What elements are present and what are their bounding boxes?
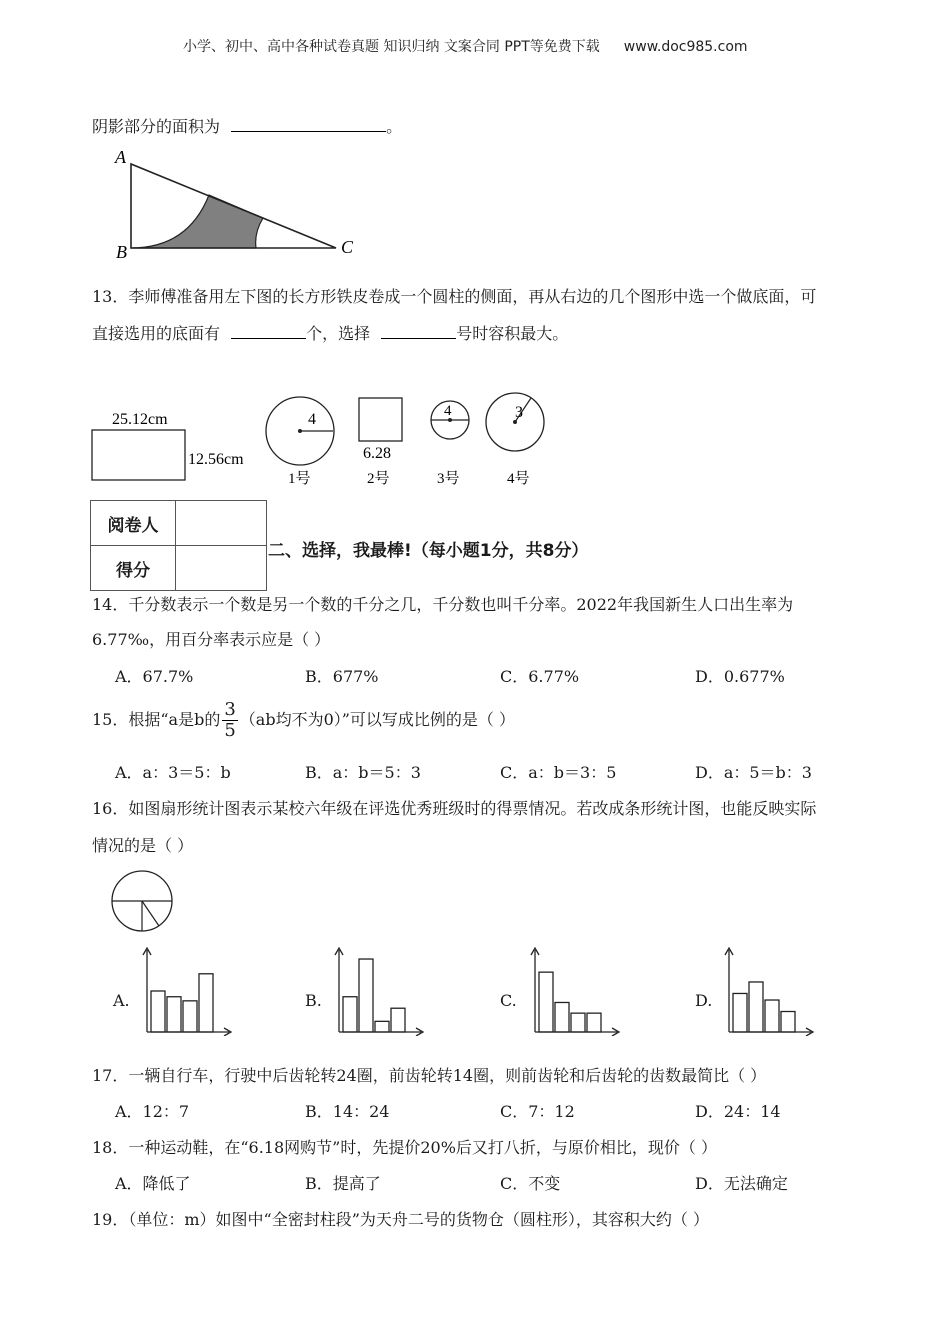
q17-option-b[interactable]: B．14：24: [305, 1102, 390, 1121]
q13-line2-c: 号时容积最大。: [456, 324, 569, 343]
q14-option-a[interactable]: A．67.7%: [115, 667, 194, 686]
grading-score-cell[interactable]: [176, 546, 267, 591]
q15-frac-num: 3: [224, 699, 236, 720]
bar-c-3: [571, 1013, 585, 1032]
q16-line1: 16．如图扇形统计图表示某校六年级在评选优秀班级时的得票情况。若改成条形统计图，也能反映实际: [92, 799, 817, 818]
q17-option-a[interactable]: A．12：7: [115, 1102, 190, 1121]
q13-choice-blank[interactable]: [381, 324, 456, 339]
q13-rectangle: [92, 430, 185, 480]
bar-a-1: [151, 991, 165, 1032]
q18-option-c[interactable]: C．不变: [500, 1174, 561, 1193]
q13-shape4-name: 4号: [507, 471, 530, 487]
q18-option-d[interactable]: D．无法确定: [695, 1174, 788, 1193]
bar-a-4: [199, 974, 213, 1032]
q13-shape2-dim: 6.28: [363, 445, 391, 462]
q13-line2: [92, 321, 568, 344]
q15-frac-den: 5: [224, 720, 236, 741]
section-2-title: 二、选择，我最棒!（每小题1分，共8分）: [268, 541, 589, 561]
q18-line: 18．一种运动鞋，在“6.18网购节”时，先提价20%后又打八折，与原价相比，现价（ ）: [92, 1138, 717, 1157]
bar-d-3: [765, 1000, 779, 1032]
q15-option-c[interactable]: C．a：b＝3：5: [500, 763, 617, 782]
q15-fraction: [222, 700, 237, 741]
bar-b-3: [375, 1021, 389, 1032]
q13-shape4-dim: 3: [515, 404, 523, 421]
q12-shaded-region: [131, 195, 263, 248]
q16-option-c-label[interactable]: C.: [500, 991, 517, 1010]
q18-option-b[interactable]: B．提高了: [305, 1174, 381, 1193]
grading-reviewer-cell[interactable]: [176, 501, 267, 546]
header-text: 小学、初中、高中各种试卷真题 知识归纳 文案合同 PPT等免费下载: [183, 39, 600, 55]
grading-reviewer-label: 阅卷人: [91, 501, 176, 546]
q16-option-b-label[interactable]: B.: [305, 991, 322, 1010]
bar-a-3: [183, 1001, 197, 1032]
q15-suffix: （ab均不为0）”可以写成比例的是（ ）: [239, 710, 516, 729]
q15-line: [92, 700, 515, 741]
q13-rect-width: 25.12cm: [112, 411, 168, 428]
q12-label-b: B: [116, 242, 127, 262]
q13-shape2-square: [359, 398, 402, 441]
q14-option-b[interactable]: B．677%: [305, 667, 379, 686]
bar-c-1: [539, 972, 553, 1032]
q13-count-blank[interactable]: [231, 324, 306, 339]
q12-triangle-figure: [108, 145, 368, 265]
q16-bar-chart-a: [137, 944, 237, 1036]
q13-shape1-dim: 4: [308, 411, 316, 428]
q17-option-c[interactable]: C．7：12: [500, 1102, 575, 1121]
q16-pie-chart: [110, 869, 180, 935]
bar-b-4: [391, 1008, 405, 1032]
q15-option-d[interactable]: D．a：5＝b：3: [695, 763, 812, 782]
q16-pie-divider-d: [142, 901, 159, 926]
bar-a-2: [167, 997, 181, 1032]
q14-line1: 14．千分数表示一个数是另一个数的千分之几，千分数也叫千分率。2022年我国新生人口出生率为: [92, 595, 794, 614]
q12-prefix: 阴影部分的面积为: [92, 117, 221, 136]
q12-answer-blank[interactable]: [231, 117, 386, 132]
bar-d-4: [781, 1012, 795, 1033]
q12-label-c: C: [341, 237, 354, 257]
q13-shape3-dim: 4: [444, 403, 452, 419]
q13-rect-height: 12.56cm: [188, 451, 244, 468]
q13-shape1-name: 1号: [288, 471, 311, 487]
grading-table: [90, 500, 267, 591]
q16-bar-chart-d: [719, 944, 819, 1036]
q12-suffix: 。: [386, 117, 403, 136]
q13-line1: 13．李师傅准备用左下图的长方形铁皮卷成一个圆柱的侧面，再从右边的几个图形中选一个做底面，可: [92, 287, 817, 306]
q14-option-c[interactable]: C．6.77%: [500, 667, 580, 686]
q14-line2: 6.77‰，用百分率表示应是（ ）: [92, 630, 331, 649]
q13-shape3-name: 3号: [437, 471, 460, 487]
bar-b-2: [359, 959, 373, 1032]
bar-d-1: [733, 993, 747, 1032]
q12-line: [92, 114, 402, 137]
q16-option-d-label[interactable]: D.: [695, 991, 713, 1010]
q15-prefix: 15．根据“a是b的: [92, 710, 221, 729]
q14-option-d[interactable]: D．0.677%: [695, 667, 785, 686]
q18-option-a[interactable]: A．降低了: [115, 1174, 191, 1193]
q16-bar-chart-c: [525, 944, 625, 1036]
q15-option-a[interactable]: A．a：3＝5：b: [115, 763, 231, 782]
header-site: www.doc985.com: [623, 39, 748, 55]
q13-line2-a: 直接选用的底面有: [92, 324, 221, 343]
bar-c-4: [587, 1013, 601, 1032]
q13-shape2-name: 2号: [367, 471, 390, 487]
q16-option-a-label[interactable]: A.: [113, 991, 130, 1010]
q16-bar-chart-b: [329, 944, 429, 1036]
q16-line2: 情况的是（ ）: [92, 836, 194, 855]
q13-figures: [85, 390, 555, 490]
q15-option-b[interactable]: B．a：b＝5：3: [305, 763, 421, 782]
q17-line: 17．一辆自行车，行驶中后齿轮转24圈，前齿轮转14圈，则前齿轮和后齿轮的齿数最简比（ ）: [92, 1066, 767, 1085]
q17-option-d[interactable]: D．24：14: [695, 1102, 781, 1121]
bar-d-2: [749, 982, 763, 1032]
q19-line: 19．（单位：m）如图中“全密封柱段”为天舟二号的货物仓（圆柱形），其容积大约（ ）: [92, 1210, 709, 1229]
page-header: [183, 36, 748, 56]
bar-c-2: [555, 1002, 569, 1032]
q13-shape1-center: [298, 429, 302, 433]
q12-label-a: A: [115, 147, 126, 167]
grading-score-label: 得分: [91, 546, 176, 591]
q13-line2-b: 个，选择: [306, 324, 371, 343]
bar-b-1: [343, 997, 357, 1032]
